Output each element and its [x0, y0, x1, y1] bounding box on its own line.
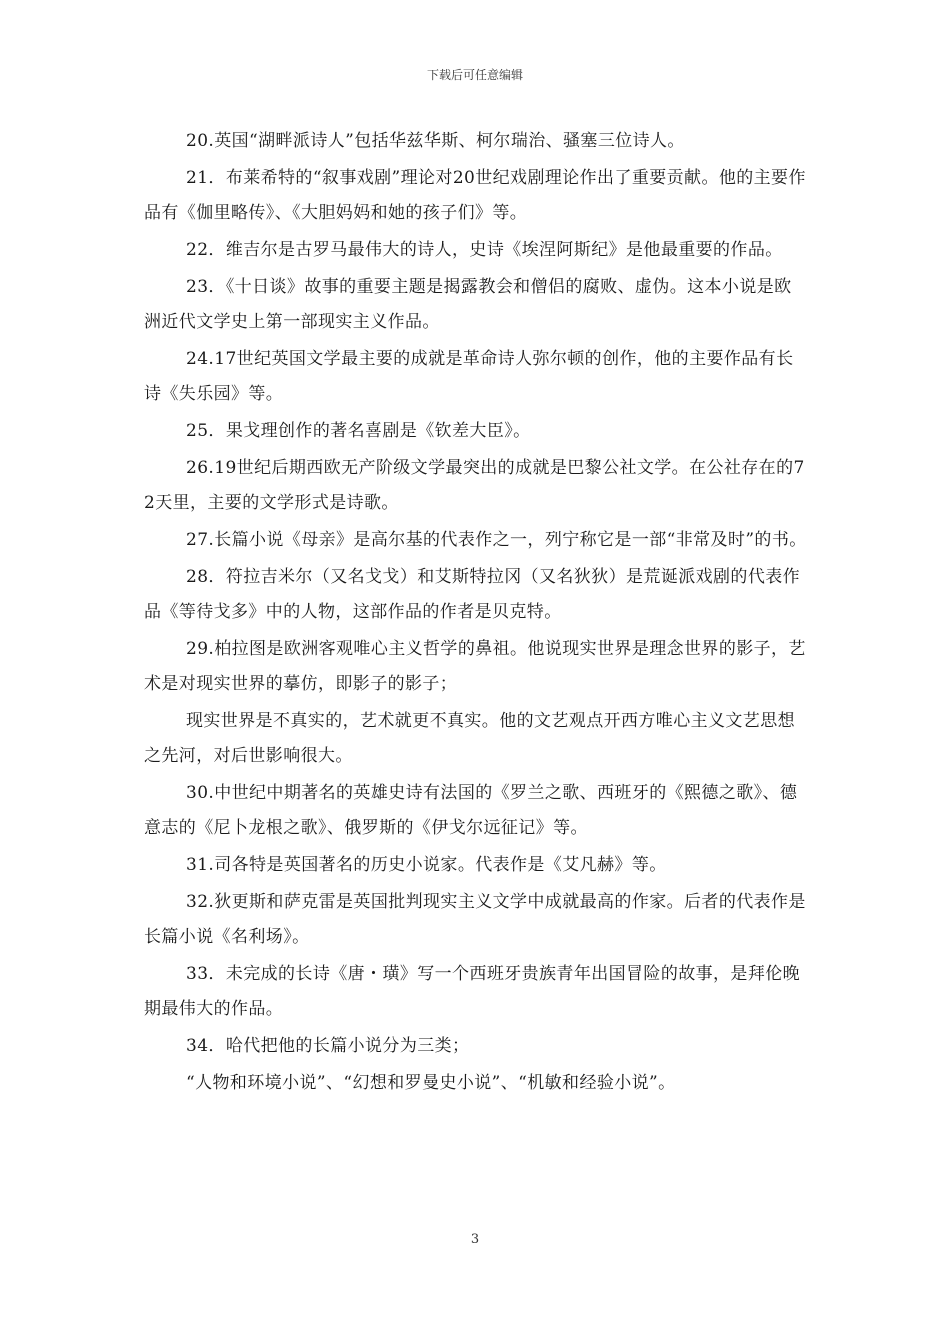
paragraph-23: 23．《十日谈》故事的重要主题是揭露教会和僧侣的腐败、虚伪。这本小说是欧洲近代文学史上第一部现实主义作品。	[144, 277, 792, 332]
paragraph-21: 21．布莱希特的“叙事戏剧”理论对20世纪戏剧理论作出了重要贡献。他的主要作品有《伽里略传》、《大胆妈妈和她的孩子们》等。	[144, 168, 806, 223]
paragraph-34: 34．哈代把他的长篇小说分为三类；	[186, 1036, 470, 1056]
paragraph-32: 32.狄更斯和萨克雷是英国批判现实主义文学中成就最高的作家。后者的代表作是长篇小说《名利场》。	[144, 892, 806, 947]
paragraph-34-continued: “人物和环境小说”、“幻想和罗曼史小说”、“机敏和经验小说”。	[186, 1073, 676, 1093]
paragraph-33: 33．未完成的长诗《唐・璜》写一个西班牙贵族青年出国冒险的故事，是拜伦晚期最伟大的作品。	[144, 964, 801, 1019]
paragraph-24: 24.17世纪英国文学最主要的成就是革命诗人弥尔顿的创作，他的主要作品有长诗《失乐园》等。	[144, 349, 794, 404]
paragraph-26: 26.19世纪后期西欧无产阶级文学最突出的成就是巴黎公社文学。在公社存在的72天里，主要的文学形式是诗歌。	[144, 458, 805, 513]
paragraph-30: 30.中世纪中期著名的英雄史诗有法国的《罗兰之歌、西班牙的《熙德之歌》、德意志的《尼卜龙根之歌》、俄罗斯的《伊戈尔远征记》等。	[144, 783, 798, 838]
page-number: 3	[470, 1232, 480, 1247]
paragraph-29: 29.柏拉图是欧洲客观唯心主义哲学的鼻祖。他说现实世界是理念世界的影子，艺术是对现实世界的摹仿，即影子的影子；	[144, 639, 806, 694]
paragraph-28: 28．符拉吉米尔（又名戈戈）和艾斯特拉冈（又名狄狄）是荒诞派戏剧的代表作品《等待戈多》中的人物，这部作品的作者是贝克特。	[144, 567, 801, 622]
paragraph-31: 31.司各特是英国著名的历史小说家。代表作是《艾凡赫》等。	[186, 855, 667, 875]
paragraph-22: 22．维吉尔是古罗马最伟大的诗人，史诗《埃涅阿斯纪》是他最重要的作品。	[186, 240, 783, 260]
document-body	[144, 124, 808, 1103]
paragraph-27: 27.长篇小说《母亲》是高尔基的代表作之一，列宁称它是一部“非常及时”的书。	[186, 530, 807, 550]
paragraph-25: 25．果戈理创作的著名喜剧是《钦差大臣》。	[186, 421, 531, 441]
page-header: 下载后可任意编辑	[426, 68, 523, 82]
paragraph-20: 20.英国“湖畔派诗人”包括华兹华斯、柯尔瑞治、骚塞三位诗人。	[186, 131, 685, 151]
paragraph-29-continued: 现实世界是不真实的，艺术就更不真实。他的文艺观点开西方唯心主义文艺思想之先河，对后世影响很大。	[144, 711, 795, 766]
